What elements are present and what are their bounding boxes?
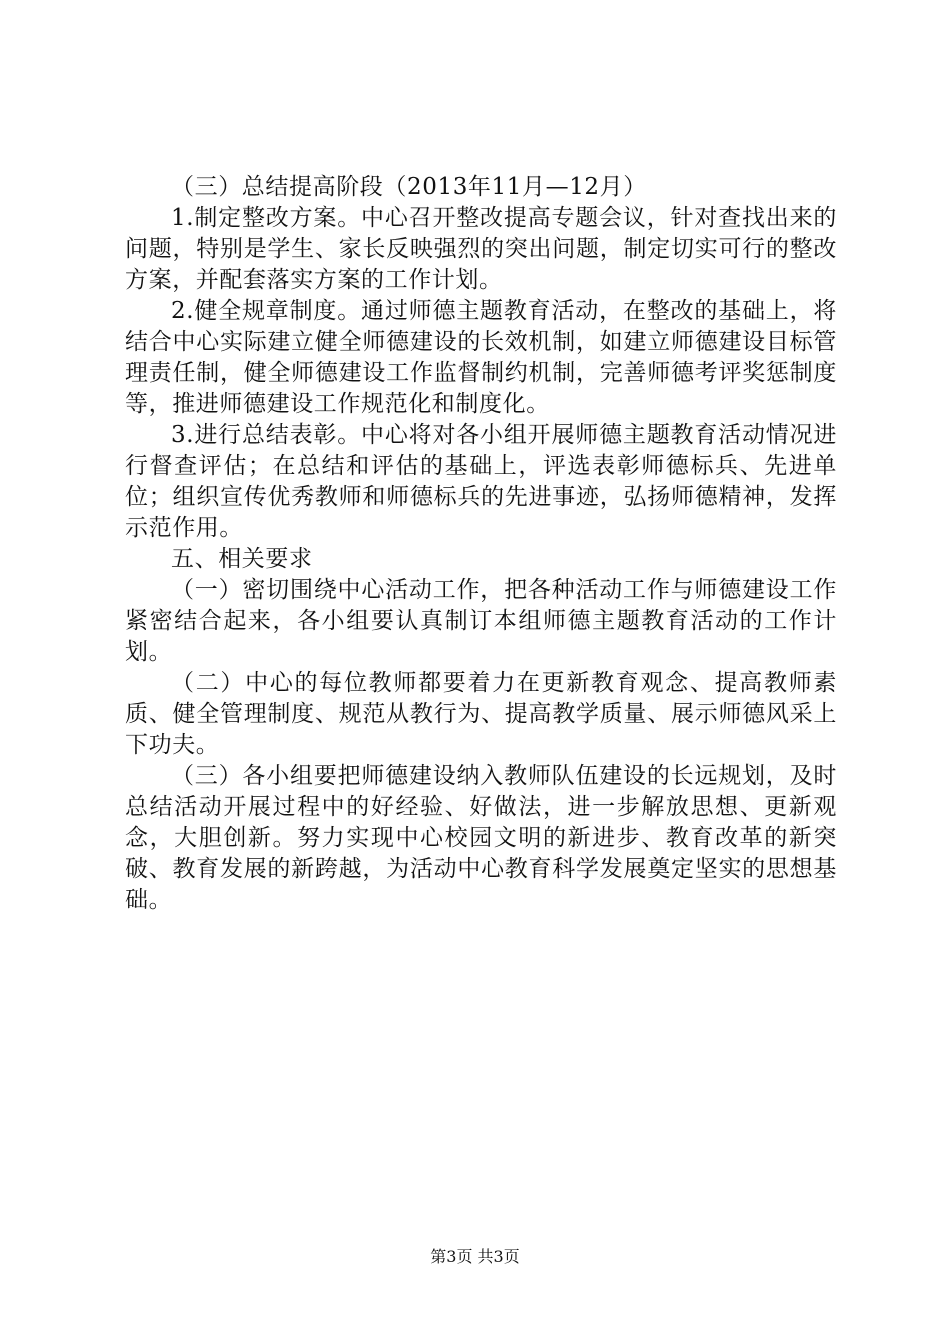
paragraph-rules-system: 2.健全规章制度。通过师德主题教育活动，在整改的基础上，将结合中心实际建立健全师德建设的长效机制，如建立师德建设目标管理责任制，健全师德建设工作监督制约机制，完善师德考评奖惩制度等，推进师德建设工作规范化和制度化。	[125, 298, 837, 417]
paragraph-summary-commendation: 3.进行总结表彰。中心将对各小组开展师德主题教育活动情况进行督查评估；在总结和评估的基础上，评选表彰师德标兵、先进单位；组织宣传优秀教师和师德标兵的先进事迹，弘扬师德精神，发挥示范作用。	[125, 422, 837, 541]
paragraph-requirement-3: （三）各小组要把师德建设纳入教师队伍建设的长远规划，及时总结活动开展过程中的好经验、好做法，进一步解放思想、更新观念，大胆创新。努力实现中心校园文明的新进步、教育改革的新突破、教育发展的新跨越，为活动中心教育科学发展奠定坚实的思想基础。	[125, 763, 837, 913]
paragraph-requirement-1: （一）密切围绕中心活动工作，把各种活动工作与师德建设工作紧密结合起来，各小组要认真制订本组师德主题教育活动的工作计划。	[125, 577, 837, 665]
paragraph-rectification-plan: 1.制定整改方案。中心召开整改提高专题会议，针对查找出来的问题，特别是学生、家长反映强烈的突出问题，制定切实可行的整改方案，并配套落实方案的工作计划。	[125, 205, 837, 293]
section-heading-summary-phase: （三）总结提高阶段（2013年11月—12月）	[171, 174, 647, 200]
page-number-footer: 第3页 共3页	[430, 1247, 520, 1266]
paragraph-requirement-2: （二）中心的每位教师都要着力在更新教育观念、提高教师素质、健全管理制度、规范从教行为、提高教学质量、展示师德风采上下功夫。	[125, 670, 837, 758]
document-body	[125, 172, 837, 916]
section-heading-requirements: 五、相关要求	[171, 546, 313, 572]
